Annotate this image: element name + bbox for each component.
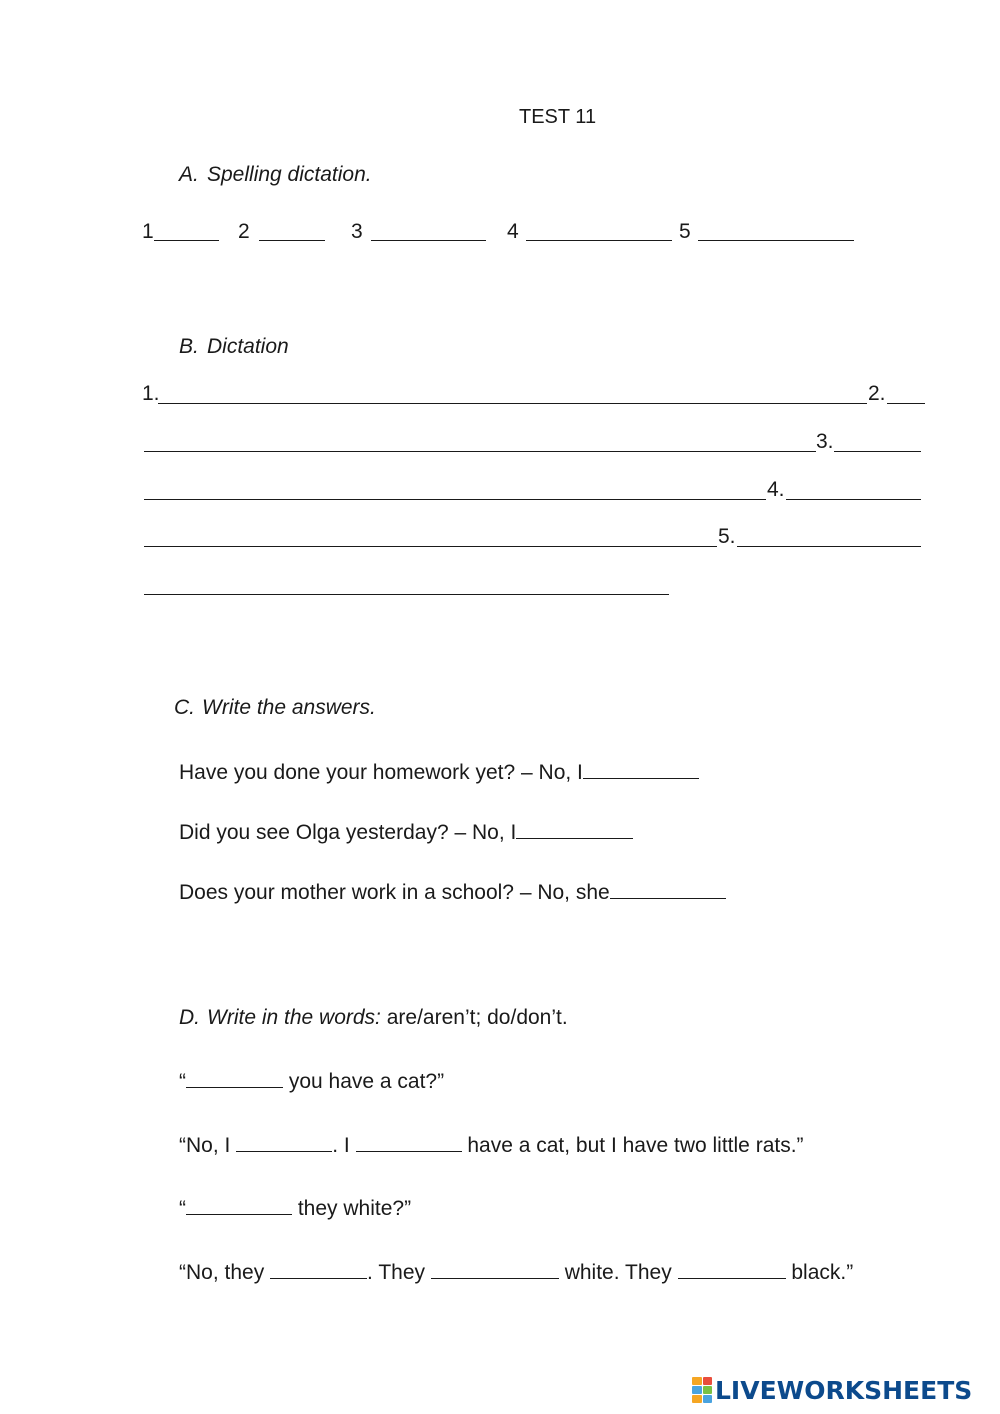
fill-line-1-part-1: “ — [179, 1070, 186, 1093]
answer-blank-1[interactable] — [583, 760, 699, 779]
spelling-item-1-label: 1 — [142, 220, 154, 243]
liveworksheets-logo-icon — [692, 1377, 712, 1403]
fill-line-3-part-1: “ — [179, 1197, 186, 1220]
section-d-letter: D. — [179, 1006, 200, 1029]
fill-line-4 — [179, 1260, 853, 1286]
dictation-item-2-label: 2. — [868, 382, 886, 405]
answer-question-1 — [179, 760, 699, 786]
dictation-blank-3b[interactable] — [144, 499, 766, 500]
page-title: TEST 11 — [519, 106, 597, 128]
dictation-item-1-label: 1. — [142, 382, 160, 405]
answer-blank-3[interactable] — [610, 880, 726, 899]
section-d-words: are/aren’t; do/don’t. — [386, 1006, 568, 1029]
dictation-blank-3a[interactable] — [834, 451, 921, 452]
fill-blank-7[interactable] — [678, 1260, 786, 1279]
section-c-title: Write the answers. — [202, 696, 376, 719]
fill-blank-4[interactable] — [186, 1196, 292, 1215]
section-b-letter: B. — [179, 335, 199, 358]
dictation-item-4-label: 4. — [767, 478, 785, 501]
dictation-blank-2b[interactable] — [144, 451, 816, 452]
liveworksheets-logo-text: LIVEWORKSHEETS — [715, 1375, 973, 1405]
fill-line-3 — [179, 1196, 411, 1222]
question-1-text: Have you done your homework yet? – No, I — [179, 761, 583, 784]
section-d-title: Write in the words: — [207, 1006, 381, 1029]
dictation-blank-4b[interactable] — [144, 546, 717, 547]
spelling-blank-3[interactable] — [371, 240, 486, 241]
dictation-blank-1[interactable] — [158, 403, 867, 404]
answer-blank-2[interactable] — [516, 820, 633, 839]
answer-question-2 — [179, 820, 633, 846]
fill-blank-2[interactable] — [236, 1133, 332, 1152]
spelling-item-5-label: 5 — [679, 220, 691, 243]
section-d-heading — [179, 1005, 568, 1031]
fill-blank-6[interactable] — [431, 1260, 559, 1279]
fill-line-4-part-1: “No, they — [179, 1261, 271, 1284]
fill-blank-1[interactable] — [186, 1069, 283, 1088]
section-c-heading — [174, 695, 376, 721]
fill-blank-3[interactable] — [356, 1133, 462, 1152]
section-a-heading — [179, 162, 372, 188]
dictation-blank-2a[interactable] — [887, 403, 925, 404]
fill-line-4-part-4: black.” — [785, 1261, 854, 1284]
fill-line-4-part-3: white. They — [558, 1261, 678, 1284]
fill-line-1-part-2: you have a cat?” — [283, 1070, 445, 1093]
section-b-title: Dictation — [207, 335, 289, 358]
dictation-blank-4a[interactable] — [786, 499, 921, 500]
spelling-item-2-label: 2 — [238, 220, 250, 243]
spelling-blank-2[interactable] — [259, 240, 325, 241]
spelling-blank-5[interactable] — [698, 240, 854, 241]
fill-line-2-part-1: “No, I — [179, 1134, 237, 1157]
fill-line-2-part-3: have a cat, but I have two little rats.” — [461, 1134, 804, 1157]
section-c-letter: C. — [174, 696, 195, 719]
question-3-text: Does your mother work in a school? – No, she — [179, 881, 610, 904]
spelling-blank-4[interactable] — [526, 240, 672, 241]
fill-line-4-part-2: . They — [367, 1261, 431, 1284]
fill-blank-5[interactable] — [270, 1260, 367, 1279]
fill-line-1 — [179, 1069, 444, 1095]
liveworksheets-logo — [692, 1374, 972, 1406]
spelling-item-4-label: 4 — [507, 220, 519, 243]
question-2-text: Did you see Olga yesterday? – No, I — [179, 821, 517, 844]
spelling-item-3-label: 3 — [351, 220, 363, 243]
section-a-letter: A. — [179, 163, 199, 186]
fill-line-3-part-2: they white?” — [292, 1197, 412, 1220]
answer-question-3 — [179, 880, 726, 906]
section-b-heading — [179, 334, 289, 360]
section-a-title: Spelling dictation. — [207, 163, 372, 186]
dictation-item-3-label: 3. — [816, 430, 834, 453]
dictation-blank-5b[interactable] — [144, 594, 669, 595]
dictation-item-5-label: 5. — [718, 525, 736, 548]
fill-line-2-part-2: . I — [332, 1134, 356, 1157]
dictation-blank-5a[interactable] — [737, 546, 921, 547]
spelling-blank-1[interactable] — [154, 240, 219, 241]
fill-line-2 — [179, 1133, 804, 1159]
